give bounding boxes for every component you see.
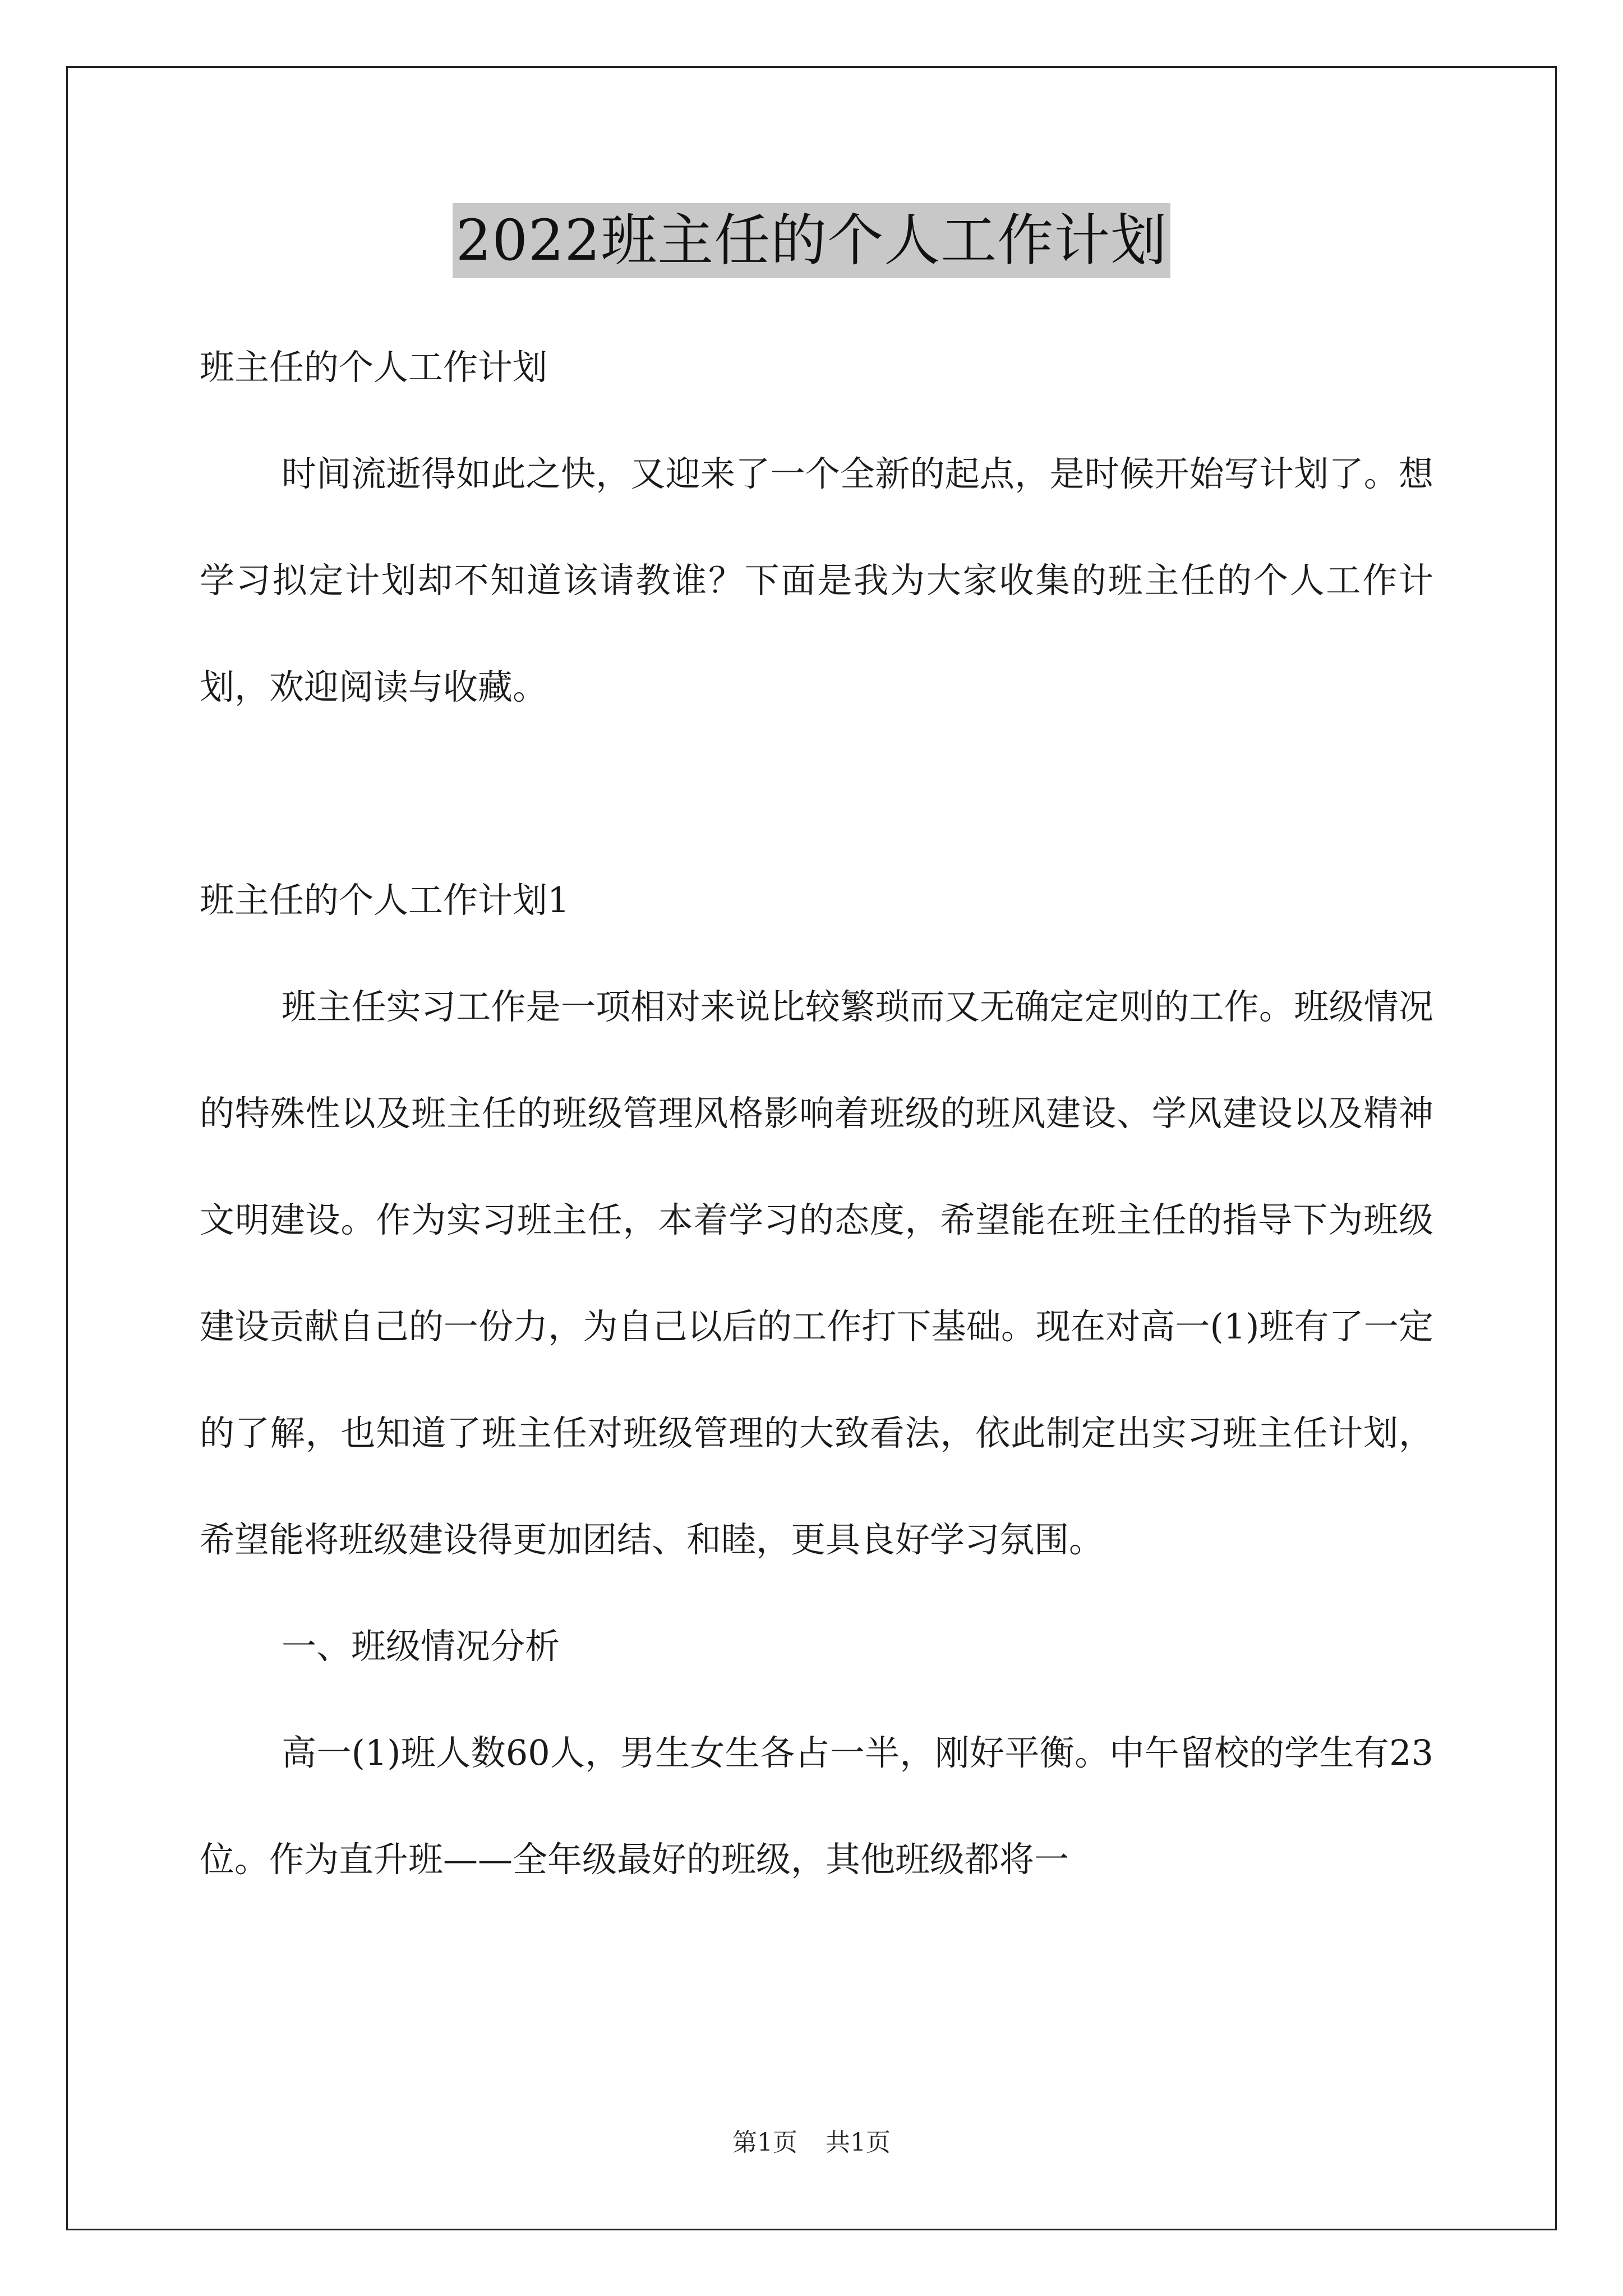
document-body xyxy=(200,314,1433,1913)
section-heading: 班主任的个人工作计划1 xyxy=(200,880,570,921)
document-subtitle: 班主任的个人工作计划 xyxy=(200,347,548,388)
page-footer xyxy=(0,2126,1623,2160)
page-number: 第1页 xyxy=(732,2128,797,2157)
intro-paragraph: 时间流逝得如此之快，又迎来了一个全新的起点，是时候开始写计划了。想学习拟定计划却不知道该请教谁？下面是我为大家收集的班主任的个人工作计划，欢迎阅读与收藏。 xyxy=(200,453,1433,707)
subheading: 一、班级情况分析 xyxy=(282,1626,560,1667)
body-paragraph: 高一(1)班人数60人，男生女生各占一半，刚好平衡。中午留校的学生有23位。作为直升班——全年级最好的班级，其他班级都将一 xyxy=(200,1732,1433,1880)
title-container xyxy=(0,203,1623,278)
body-paragraph: 班主任实习工作是一项相对来说比较繁琐而又无确定定则的工作。班级情况的特殊性以及班主任的班级管理风格影响着班级的班风建设、学风建设以及精神文明建设。作为实习班主任，本着学习的态度，希望能在班主任的指导下为班级建设贡献自己的一份力，为自己以后的工作打下基础。现在对高一(1)班有了一定的了解，也知道了班主任对班级管理的大致看法，依此制定出实习班主任计划，希望能将班级建设得更加团结、和睦，更具良好学习氛围。 xyxy=(200,986,1433,1560)
document-title: 2022班主任的个人工作计划 xyxy=(453,203,1171,278)
total-pages: 共1页 xyxy=(826,2128,891,2157)
